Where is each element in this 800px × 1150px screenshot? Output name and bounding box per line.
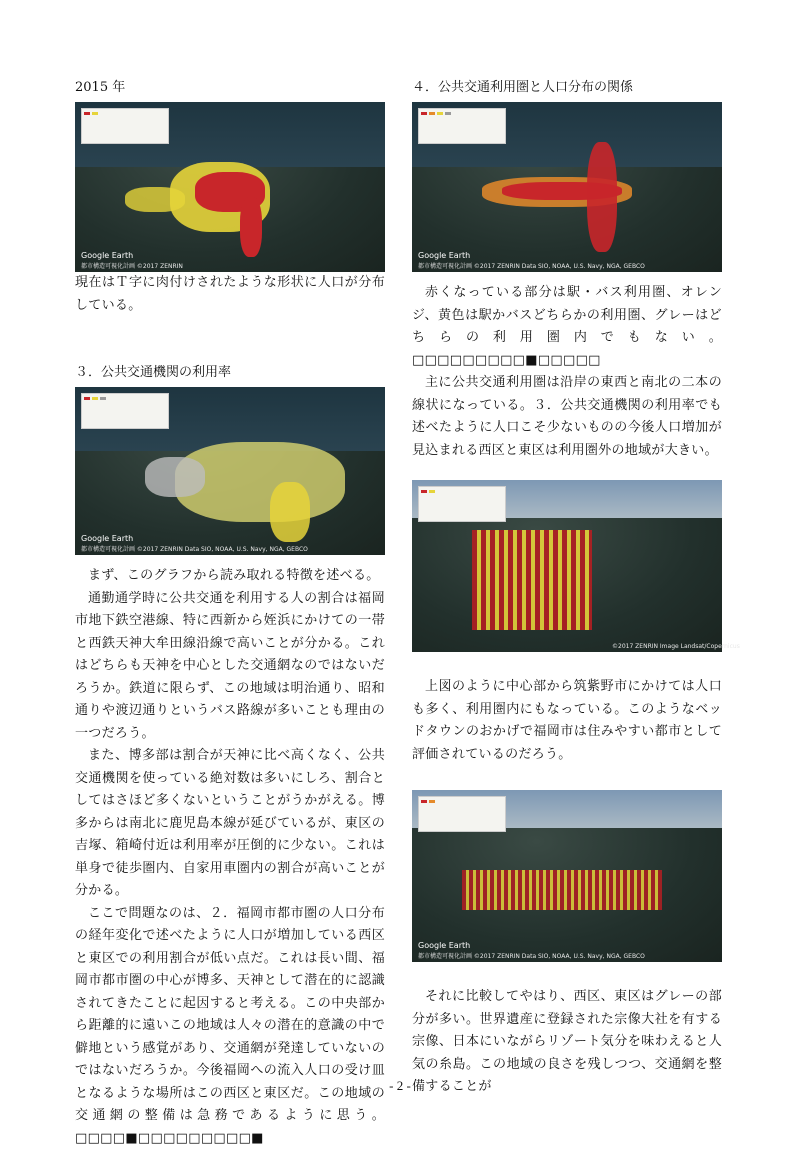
paragraph: それに比較してやはり、西区、東区はグレーの部分が多い。世界遺産に登録された宗像大社を有する宗像、日本にいながらリゾート気分を味わえると人気の糸島。この地域の良さを残しつつ、交通網を整備することが	[412, 986, 722, 1099]
paragraph: また、博多部は割合が天神に比べ高くなく、公共交通機関を使っている絶対数は多いにしろ、割合としてはさほど多くないということがうかがえる。博多からは南北に鹿児島本線が延びているが、東区の吉塚、箱崎付近は利用率が圧倒的に少ない。これは単身で徒歩圏内、自家用車圏内の割合が高いことが分かる。	[75, 745, 385, 903]
map-legend	[418, 796, 506, 832]
3d-bars	[472, 530, 592, 630]
map-legend	[81, 108, 169, 144]
map-credit: 都市構造可視化計画 ©2017 ZENRIN Data SIO, NOAA, U.S. Navy, NGA, GEBCO	[81, 544, 308, 553]
paragraph: 主に公共交通利用圏は沿岸の東西と南北の二本の線状になっている。３．公共交通機関の利用率でも述べたように人口こそ少ないものの今後人口増加が見込まれる西区と東区は利用圏外の地域が大きい。	[412, 372, 722, 462]
google-earth-logo: Google Earth	[418, 251, 470, 260]
section-heading-3: ３．公共交通機関の利用率	[75, 363, 385, 383]
map-legend	[418, 108, 506, 144]
google-earth-logo: Google Earth	[81, 251, 133, 260]
paragraph: 現在はＴ字に肉付けされたような形状に人口が分布している。	[75, 272, 385, 317]
transit-usage-map	[75, 387, 385, 555]
map-credit: 都市構造可視化計画 ©2017 ZENRIN Data SIO, NOAA, U.S. Navy, NGA, GEBCO	[418, 261, 645, 270]
yellow-region-west	[125, 187, 185, 212]
google-earth-logo: Google Earth	[418, 941, 470, 950]
paragraph: まず、このグラフから読み取れる特徴を述べる。	[75, 565, 385, 588]
section-heading-4: ４．公共交通利用圏と人口分布の関係	[412, 78, 722, 98]
map-legend	[418, 486, 506, 522]
population-map-2015	[75, 102, 385, 272]
paragraph: ここで問題なのは、２．福岡市都市圏の人口分布の経年変化で述べたように人口が増加している西区と東区での利用割合が低い点だ。これは長い間、福岡市都市圏の中心が博多、天神として潜在的に認識されてきたことに起因すると考える。この中央部から距離的に遠いこの地域は人々の潜在的意識の中で僻地という感覚があり、交通網が発達していないのではないだろうか。今後福岡への流入人口の受け皿となるような場所はこの西区と東区だ。この地域の交通網の整備は急務であるように思う。□□□□■□□□□□□□□□■	[75, 903, 385, 1150]
google-earth-logo: Google Earth	[81, 534, 133, 543]
red-region-south	[240, 197, 262, 257]
3d-bars	[462, 870, 662, 910]
gray-region	[145, 457, 205, 497]
map-legend	[81, 393, 169, 429]
map1-caption: 2015 年	[75, 78, 385, 98]
paragraph: 通勤通学時に公共交通を利用する人の割合は福岡市地下鉄空港線、特に西新から姪浜にかけての一帯と西鉄天神大牟田線沿線で高いことが分かる。これはどちらも天神を中心とした交通網なのではないだろうか。鉄道に限らず、この地域は明治通り、昭和通りや渡辺通りというバス路線が多いことも理由の一つだろう。	[75, 588, 385, 746]
map-credit: 都市構造可視化計画 ©2017 ZENRIN Data SIO, NOAA, U.S. Navy, NGA, GEBCO	[418, 951, 645, 960]
red-region-north-south	[587, 142, 617, 252]
page-number: - 2 -	[0, 1078, 800, 1094]
paragraph: 上図のように中心部から筑紫野市にかけては人口も多く、利用圏内にもなっている。このようなベッドタウンのおかげで福岡市は住みやすい都市として評価されているのだろう。	[412, 676, 722, 766]
transit-coverage-map	[412, 102, 722, 272]
map-credit: ©2017 ZENRIN Image Landsat/Copernicus	[612, 643, 740, 650]
map-credit: 都市構造可視化計画 ©2017 ZENRIN	[81, 261, 183, 270]
right-column	[412, 78, 722, 1099]
3d-population-view-north	[412, 790, 722, 962]
yellow-region-south	[270, 482, 310, 542]
left-column	[75, 78, 385, 1150]
paragraph: 赤くなっている部分は駅・バス利用圏、オレンジ、黄色は駅かバスどちらかの利用圏、グレーはどちらの利用圏内でもない。□□□□□□□□□■□□□□□	[412, 282, 722, 372]
3d-population-view-south	[412, 480, 722, 652]
